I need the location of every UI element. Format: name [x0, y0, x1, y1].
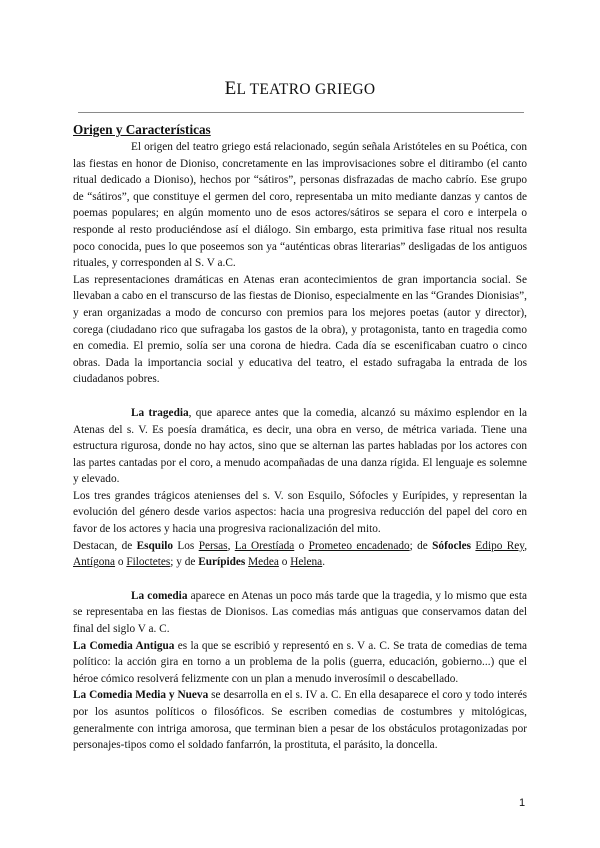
- work-filoctetes: Filoctetes: [126, 556, 171, 569]
- comedia-media-text: se desarrolla en el s. IV a. C. En ella desaparece el coro y todo interés por los asuntos políticos o filosóficos. Se escriben comedias de costumbres y mitológicas, generalmente con intriga amorosa, que terminan bien a pesar de los obstáculos protagonizadas por personajes-tipos como el soldado fanfarrón, la prostituta, el parásito, la doncella.: [73, 689, 527, 752]
- text-run: o: [115, 556, 127, 569]
- tragedia-text: , que aparece antes que la comedia, alcanzó su máximo esplendor en la Atenas del s. V. Es poesía dramática, es decir, una obra en verso, de métrica variada. Tiene una estructura rigurosa, donde no hay actos, sino que se alternan las partes habladas por los actores con las partes cantadas por el coro, a menudo acompañadas de una danza rígida. El lenguaje es solemne y elevado.: [73, 406, 527, 486]
- section-heading: Origen y Características: [73, 122, 211, 137]
- title-initial: E: [224, 78, 237, 99]
- work-antigona: Antígona: [73, 556, 116, 569]
- text-run: ; y de: [170, 556, 199, 569]
- work-edipo-rey: Edipo Rey: [475, 539, 525, 552]
- paragraph-comedia-antigua: [73, 638, 527, 688]
- paragraph-representaciones: Las representaciones dramáticas en Atenas eran acontecimientos de gran importancia social. Se llevaban a cabo en el transcurso de las fiestas de Dioniso, especialmente en las “Grandes Dionisias”, y eran organizadas a modo de concurso con premios para los mejores poetas (autor y director), corega (ciudadano rico que sufragaba los gastos de la obra), y protagonista, tanto en tragedia como en comedia. El premio, solía ser una corona de hiedra. Cada día se escenificaban cuatro o cinco obras. Dada la importancia social y educativa del teatro, el estado sufragaba la entrada de los ciudadanos pobres.: [73, 273, 527, 386]
- term-comedia-media: La Comedia Media y Nueva: [73, 689, 209, 702]
- paragraph-gap: [73, 388, 527, 405]
- paragraph-origen: El origen del teatro griego está relacionado, según señala Aristóteles en su Poética, con las fiestas en honor de Dioniso, concretamente en las improvisaciones sobre el ditirambo (el canto ritual dedicado a Dioniso), hechos por “sátiros”, personas disfrazadas de macho cabrío. Ese grupo de “sátiros”, que constituye el germen del coro, representaba un mito mediante danzas y cantos de poemas populares; en algún momento uno de esos actores/sátiros se separa el coro e interpela o responde al resto produciéndose así el diálogo. Sin embargo, esta primitiva fase ritual nos resulta poco conocida, pues lo que poseemos son ya “auténticas obras literarias” desligadas de los antiguos rituales, y corresponden al S. V a.C.: [73, 141, 527, 270]
- work-helena: Helena: [290, 556, 323, 569]
- paragraph-gap: [73, 571, 527, 588]
- title-rest: L TEATRO GRIEGO: [236, 81, 376, 98]
- text-run: o: [294, 539, 309, 552]
- text-run: Destacan, de: [73, 539, 137, 552]
- work-medea: Medea: [248, 556, 279, 569]
- title-divider: [78, 112, 524, 113]
- text-run: .: [322, 556, 326, 569]
- comedia-text: aparece en Atenas un poco más tarde que la tragedia, y lo mismo que esta se representaba en las fiestas de Dionisos. Las comedias más antiguas que conservamos datan del final del siglo V a. C.: [73, 589, 527, 636]
- paragraph-comedia: [73, 588, 527, 638]
- author-esquilo: Esquilo: [136, 539, 174, 552]
- text-run: Los: [173, 539, 199, 552]
- paragraph-autores: Los tres grandes trágicos atenienses del s. V. son Esquilo, Sófocles y Eurípides, y representan la evolución del género desde varios aspectos: hacia una progresiva reducción del papel del coro en favor de los actores y hacia una progresiva racionalización del mito.: [73, 489, 527, 536]
- text-run: ,: [227, 539, 235, 552]
- page-number: 1: [519, 797, 526, 809]
- paragraph-tragedia: [73, 405, 527, 488]
- work-orestiada: La Orestíada: [234, 539, 295, 552]
- work-persas: Persas: [198, 539, 228, 552]
- document-body: [73, 121, 527, 754]
- paragraph-destacan: [73, 538, 527, 571]
- author-sofocles: Sófocles: [432, 539, 472, 552]
- page-title: [0, 78, 600, 100]
- term-comedia: La comedia: [131, 589, 188, 602]
- work-prometeo: Prometeo encadenado: [308, 539, 410, 552]
- text-run: ,: [524, 539, 528, 552]
- text-run: o: [278, 556, 291, 569]
- term-comedia-antigua: La Comedia Antigua: [73, 639, 175, 652]
- text-run: ; de: [409, 539, 433, 552]
- author-euripides: Eurípides: [198, 556, 246, 569]
- comedia-antigua-text: es la que se escribió y representó en s. V a. C. Se trata de comedias de tema político: la acción gira en torno a un problema de la polis (guerra, educación, gobierno...) que el héroe cómico resolverá felizmente con un plan a menudo inverosímil o descabellado.: [73, 639, 527, 685]
- paragraph-comedia-media: [73, 687, 527, 753]
- term-tragedia: La tragedia: [131, 406, 189, 419]
